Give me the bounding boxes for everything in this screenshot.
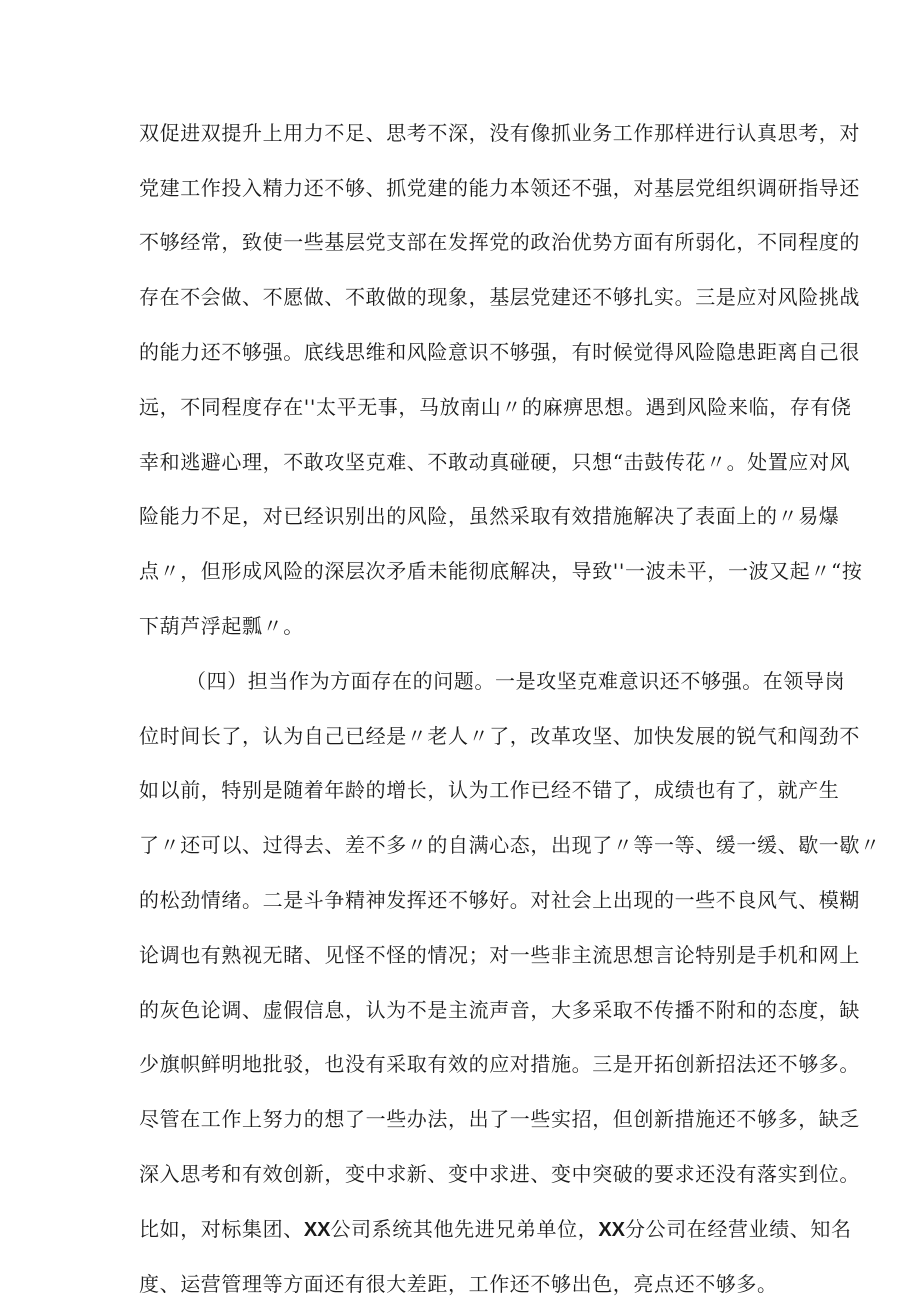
- text-line: 的能力还不够强。底线思维和风险意识不够强，有时候觉得风险隐患距离自己很: [139, 340, 860, 364]
- text-segment: 分公司在经营业绩、知名: [625, 1217, 852, 1241]
- text-line: 存在不会做、不愿做、不敢做的现象，基层党建还不够扎实。三是应对风险挑战: [139, 285, 860, 309]
- text-line: 尽管在工作上努力的想了一些办法，出了一些实招，但创新措施还不够多，缺乏: [139, 1107, 860, 1131]
- section-heading-line: （四）担当作为方面存在的问题。一是攻坚克难意识还不够强。在领导岗: [186, 669, 846, 693]
- text-line: 深入思考和有效创新，变中求新、变中求进、变中突破的要求还没有落实到位。: [139, 1162, 860, 1186]
- text-line: 双促进双提升上用力不足、思考不深，没有像抓业务工作那样进行认真思考，对: [139, 121, 860, 145]
- text-line: 论调也有熟视无睹、见怪不怪的情况；对一些非主流思想言论特别是手机和网上: [139, 943, 860, 967]
- text-line: 的灰色论调、虚假信息，认为不是主流声音，大多采取不传播不附和的态度，缺: [139, 998, 860, 1022]
- text-line: 的松劲情绪。二是斗争精神发挥还不够好。对社会上出现的一些不良风气、模糊: [139, 888, 860, 912]
- text-line: 远，不同程度存在''太平无事，马放南山〃的麻痹思想。遇到风险来临，存有侥: [139, 395, 852, 419]
- text-line: 幸和逃避心理，不敢攻坚克难、不敢动真碰硬，只想“击鼓传花〃。处置应对风: [139, 450, 851, 474]
- text-line: 了〃还可以、过得去、差不多〃的自满心态，出现了〃等一等、缓一缓、歇一歇〃: [139, 833, 881, 857]
- text-line: 度、运营管理等方面还有很大差距，工作还不够出色，亮点还不够多。: [139, 1272, 778, 1296]
- text-line: 如以前，特别是随着年龄的增长，认为工作已经不错了，成绩也有了，就产生: [139, 778, 840, 802]
- text-line: 少旗帜鲜明地批驳，也没有采取有效的应对措施。三是开拓创新招法还不够多。: [139, 1052, 860, 1076]
- placeholder-xx: XX: [598, 1219, 625, 1241]
- text-segment: 比如，对标集团、: [139, 1217, 304, 1241]
- text-line: 险能力不足，对已经识别出的风险，虽然采取有效措施解决了表面上的〃易爆: [139, 504, 840, 528]
- text-line: 不够经常，致使一些基层党支部在发挥党的政治优势方面有所弱化，不同程度的: [139, 230, 860, 254]
- text-line: 点〃，但形成风险的深层次矛盾未能彻底解决，导致''一波未平，一波又起〃“按: [139, 559, 863, 583]
- text-line: 党建工作投入精力还不够、抓党建的能力本领还不强，对基层党组织调研指导还: [139, 176, 860, 200]
- text-line: [139, 1215, 852, 1243]
- text-line: 下葫芦浮起瓢〃。: [139, 614, 304, 638]
- placeholder-xx: XX: [303, 1219, 331, 1241]
- text-segment: 公司系统其他先进兄弟单位，: [330, 1217, 599, 1241]
- text-line: 位时间长了，认为自己已经是〃老人〃了，改革攻坚、加快发展的锐气和闯劲不: [139, 724, 860, 748]
